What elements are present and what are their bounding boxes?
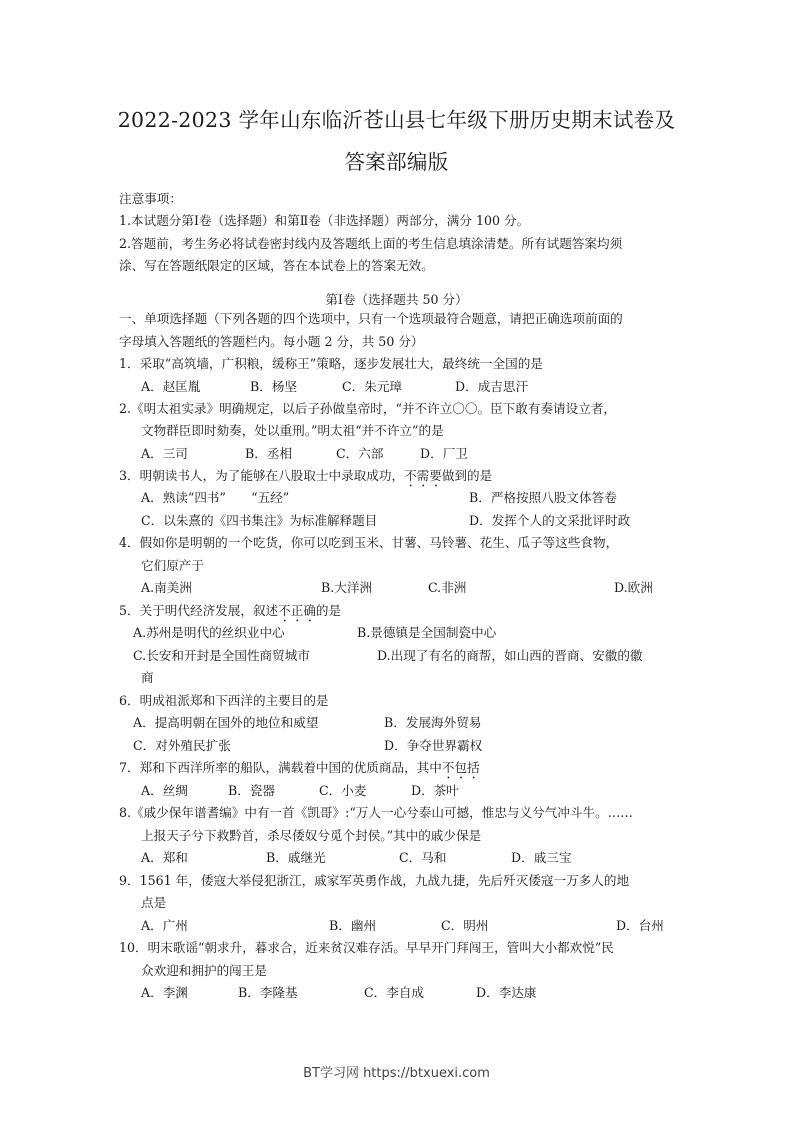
question-8-option-b: B．戚继光	[266, 850, 326, 865]
question-5-option-a: A.苏州是明代的丝织业中心	[133, 625, 285, 640]
section-intro-1: 一、单项选择题（下列各题的四个选项中，只有一个选项最符合题意，请把正确选项前面的	[119, 311, 623, 326]
page-title-line1: 2022-2023 学年山东临沂苍山县七年级下册历史期末试卷及	[117, 108, 676, 132]
question-7-stem: 7．郑和下西洋所率的船队，满载着中国的优质商品，其中不包括	[119, 760, 480, 775]
section-title: 第Ⅰ卷（选择题共 50 分）	[325, 292, 468, 307]
question-4-option-d: D.欧洲	[614, 580, 653, 595]
question-5-option-d-1: D.出现了有名的商帮，如山西的晋商、安徽的徽	[377, 648, 643, 663]
question-2-option-b: B．丞相	[245, 446, 293, 461]
question-4-option-c: C.非洲	[428, 580, 467, 595]
question-4-stem-1: 4．假如你是明朝的一个吃货，你可以吃到玉米、甘薯、马铃薯、花生、瓜子等这些食物，	[119, 535, 619, 550]
question-9-option-d: D．台州	[616, 918, 664, 933]
question-6-option-d: D．争夺世界霸权	[384, 738, 483, 753]
question-5-option-b: B.景德镇是全国制瓷中心	[357, 625, 497, 640]
question-8-option-a: A．郑和	[141, 850, 188, 865]
question-8-option-d: D．戚三宝	[511, 850, 572, 865]
question-2-stem-2: 文物群臣即时劾奏，处以重刑。”明太祖“并不许立”的是	[141, 423, 444, 438]
question-5-option-c: C.长安和开封是全国性商贸城市	[133, 648, 310, 663]
question-1-stem: 1．采取“高筑墙，广积粮，缓称王”策略，逐步发展壮大，最终统一全国的是	[119, 356, 543, 371]
question-6-option-a: A．提高明朝在国外的地位和威望	[133, 715, 319, 730]
question-1-option-c: C．朱元璋	[342, 379, 403, 394]
question-7-option-b: B．瓷器	[228, 783, 276, 798]
notice-item-2a: 2.答题前，考生务必将试卷密封线内及答题纸上面的考生信息填涂清楚。所有试题答案均须	[119, 236, 623, 251]
question-3-option-d: D．发挥个人的文采批评时政	[469, 513, 631, 528]
question-5-option-d-2: 商	[141, 670, 154, 685]
question-4-option-b: B.大洋洲	[321, 580, 373, 595]
question-8-stem-2: 上报天子兮下救黔首，杀尽倭奴兮觅个封侯。”其中的戚少保是	[141, 828, 482, 843]
notice-heading: 注意事项：	[119, 191, 182, 206]
question-9-stem-2: 点是	[141, 895, 167, 910]
question-3-option-a: A．熟读“四书” “五经”	[141, 490, 290, 505]
question-4-option-a: A.南美洲	[141, 580, 192, 595]
question-7-option-a: A．丝绸	[141, 783, 188, 798]
question-6-stem: 6．明成祖派郑和下西洋的主要目的是	[119, 693, 329, 708]
question-3-stem: 3．明朝读书人，为了能够在八股取士中录取成功，不需要做到的是	[119, 468, 493, 483]
question-1-option-d: D．成吉思汗	[455, 379, 529, 394]
question-3-option-b: B．严格按照八股文体答卷	[469, 490, 617, 505]
question-8-option-c: C．马和	[399, 850, 447, 865]
question-10-stem-2: 众欢迎和拥护的闯王是	[141, 963, 267, 978]
question-10-option-b: B．李隆基	[238, 985, 298, 1000]
notice-item-2b: 涂、写在答题纸限定的区域，答在本试卷上的答案无效。	[119, 258, 434, 273]
question-10-option-a: A．李渊	[141, 985, 188, 1000]
question-7-option-d: D．茶叶	[411, 783, 459, 798]
question-2-option-c: C．六部	[336, 446, 384, 461]
notice-item-1: 1.本试题分第Ⅰ卷（选择题）和第Ⅱ卷（非选择题）两部分，满分 100 分。	[119, 213, 530, 228]
question-10-option-d: D．李达康	[476, 985, 537, 1000]
footer-watermark: BT学习网 https://btxuexi.com	[303, 1066, 490, 1081]
page-title-line2: 答案部编版	[344, 150, 449, 174]
section-intro-2: 字母填入答题纸的答题栏内。每小题 2 分，共 50 分）	[119, 334, 424, 349]
question-9-option-b: B．幽州	[329, 918, 377, 933]
question-7-option-c: C．小麦	[319, 783, 367, 798]
question-10-stem-1: 10．明末歌谣“朝求升，暮求合，近来贫汉难存活。早早开门拜闯王，管叫大小都欢悦”民	[119, 940, 614, 955]
question-6-option-b: B．发展海外贸易	[384, 715, 482, 730]
question-9-option-c: C．明州	[441, 918, 489, 933]
question-10-option-c: C．李自成	[364, 985, 425, 1000]
question-2-stem-1: 2.《明太祖实录》明确规定，以后子孙做皇帝时，“并不许立〇〇。臣下敢有奏请设立者，	[119, 401, 617, 416]
question-9-stem-1: 9．1561 年，倭寇大举侵犯浙江，戚家军英勇作战，九战九捷，先后歼灭倭寇一万多人的地	[119, 873, 630, 888]
question-6-option-c: C．对外殖民扩张	[133, 738, 231, 753]
question-2-option-d: D．厂卫	[420, 446, 468, 461]
question-5-stem: 5．关于明代经济发展，叙述不正确的是	[119, 603, 342, 618]
question-1-option-b: B．杨坚	[250, 379, 298, 394]
question-8-stem-1: 8.《戚少保年谱耆编》中有一首《凯哥》:“万人一心兮泰山可撼，惟忠与义兮气冲斗牛。……	[119, 805, 633, 820]
question-9-option-a: A．广州	[141, 918, 188, 933]
question-1-option-a: A．赵匡胤	[141, 379, 201, 394]
question-2-option-a: A．三司	[141, 446, 188, 461]
question-3-option-c: C．以朱熹的《四书集注》为标准解释题目	[141, 513, 378, 528]
question-4-stem-2: 它们原产于	[141, 558, 204, 573]
